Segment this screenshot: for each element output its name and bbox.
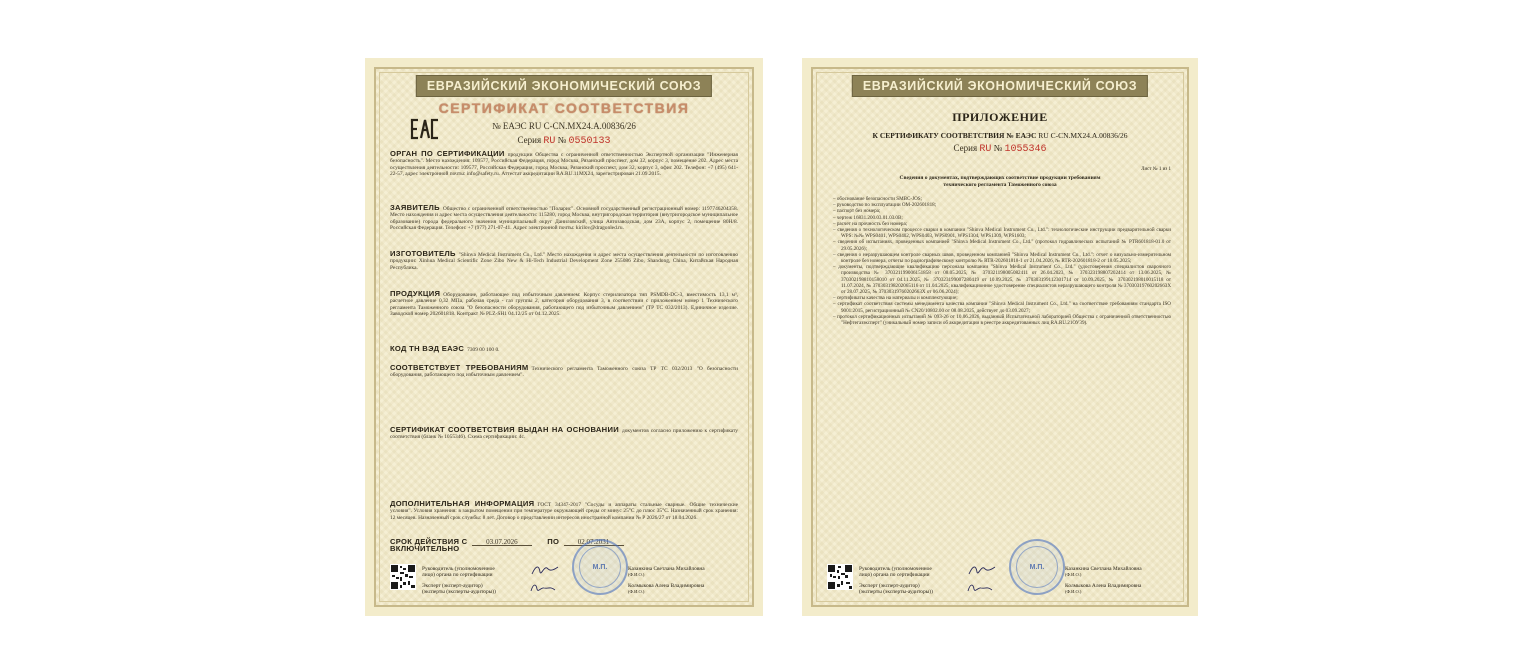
list-item: – протокол сертификационных испытаний № 093-26 от 10.06.2026, выданный Испытательной лабораторией Общества с ограниченной ответственностью "Нефтегазэксперт" (уникальный номер записи об аккредитации в реестре аккредитованных лиц RA.RU.21ОУ39). [833, 314, 1171, 326]
list-item: – чертеж 16831.200.03.01.03.0В; [833, 215, 1171, 221]
validity-from: 03.07.2026 [472, 539, 532, 546]
section-manufacturer: ИЗГОТОВИТЕЛЬ "Shinva Medical Instrument Co., Ltd." Место нахождения и адрес места осуществления деятельности по изготовлению продукции: Xinhua Medical Scientific Zone Zibo New & Hi-Tech Industrial Development Zone 255086 Zibo, Shandong, China, Китайская Народная Республика. [390, 249, 738, 271]
series-number: 1055346 [1004, 144, 1047, 155]
seal-stamp-icon: М.П. [572, 539, 628, 595]
list-item: – руководство по эксплуатации ОМ-202601818; [833, 202, 1171, 208]
head-label: Руководитель (уполномоченное лицо) органа по сертификации [859, 566, 932, 578]
section-applicant: ЗАЯВИТЕЛЬ Общество с ограниченной ответственностью "Поларис". Основной государственный регистрационный номер: 1197746204358. Место нахождения и адрес места осуществления деятельности: 115280, город Москва, внутригородская территория (внутригородское муниципальное образование) города федерального значения муниципальный округ Даниловский, улица Автозаводская, дом 23А, корпус 2, помещение 80Н/8. Российская Федерация. Телефон: +7 (977) 271-07-41. Адрес электронной почты: kirilov@dragonled.ru. [390, 203, 738, 232]
expert-label: Эксперт (эксперт-аудитор) (эксперты (эксперты-аудиторы)) [422, 583, 496, 595]
list-item: – сертификат соответствия системы менеджмента качества компании "Shinva Medical Instrument Co., Ltd." на соответствие требованиям стандарта ISO 9001:2015, регистрационный № CN20/10802.00 от 08.08.2025, действует до 03.09.2027; [833, 301, 1171, 313]
head-name: Казанкина Светлана Михайловна (Ф.И.О.) [1065, 566, 1142, 577]
qr-code-icon [390, 564, 416, 590]
series-number: 0550133 [568, 136, 611, 147]
section-requirements: СООТВЕТСТВУЕТ ТРЕБОВАНИЯМ Технического регламента Таможенного союза ТР ТС 032/2013 "О безопасности оборудования, работающего под избыточным давлением". [390, 363, 738, 379]
list-item: – сертификаты качества на материалы и комплектующие; [833, 295, 1171, 301]
list-item: – обоснование безопасности SMBC-JOS; [833, 196, 1171, 202]
list-item: – сведения о неразрушающем контроле сварных швов, проведенном компанией "Shinva Medical Instrument Co., Ltd.": отчет о визуально-измерительном контроле без номера, отчеты по радиографическому контролю № RTR-202601818-1 от 21.04.2026, № RTR-202601818-2 от 18.05.2025; [833, 252, 1171, 264]
series-code: RU [543, 136, 556, 147]
union-banner: ЕВРАЗИЙСКИЙ ЭКОНОМИЧЕСКИЙ СОЮЗ [852, 75, 1148, 97]
expert-name: Колмыкова Алена Владимировна (Ф.И.О.) [1065, 583, 1142, 594]
certificate-document [365, 58, 763, 616]
certificate-frame [374, 67, 754, 607]
section-basis: СЕРТИФИКАТ СООТВЕТСТВИЯ ВЫДАН НА ОСНОВАНИИ документов согласно приложению к сертификату соответствия (бланк № 1055346). Схема сертификации: 4с. [390, 425, 738, 441]
list-item: – сведения об испытаниях, проведенных компанией "Shinva Medical Instrument Co., Ltd." (протокол гидравлических испытаний № PTR601818-01.0 от 29.05.2026); [833, 239, 1171, 251]
annex-title: ПРИЛОЖЕНИЕ [952, 110, 1048, 124]
section-organ: ОРГАН ПО СЕРТИФИКАЦИИ продукции Общества с ограниченной ответственностью Экспертной организации "Инженерная безопасность". Место нахождения: 109577, Российская Федерация, город Москва, Рязанский проспект, дом 32, корпус 3, помещение 202. Адрес места осуществления деятельности: 109577, Российская Федерация, город Москва, Рязанский проспект, дом 32, корпус 3, офис 202. Телефон: +7 (495) 641-22-57, адрес электронной почты: info@safety.ru. Аттестат аккредитации RA.RU.11МХ24, зарегистрирован 21.09.2015. [390, 149, 739, 178]
certificate-title: СЕРТИФИКАТ СООТВЕТСТВИЯ [438, 100, 690, 116]
series-line: Серия RU № 1055346 [953, 143, 1047, 155]
list-item: – документы, подтверждающие квалификацию персонала компании "Shinva Medical Instrument Co., Ltd." (удостоверения специалистов сварочного производства № 370321199006151858 от 08.05.2025, № 370321198005082411 от 26.04.2023, № 370323198807202414 от 13.06.2025, № 370302198810158010 от 04.11.2025, № 370323199007280419 от 10.09.2025, № 370303199112301714 от 10.09.2025, № 370302198010015118 от 11.07.2024, № 370303198202065116 от 11.04.2025; квалификационное удостоверение специалистов неразрушающего контроля № 37030319760202663X от 28.07.2025, № 37030319760202663X от 06.06.2024); [833, 264, 1171, 295]
annex-heading: Сведения о документах, подтверждающих соответствие продукции требованиям технического регламента Таможенного союза [899, 175, 1101, 188]
section-product: ПРОДУКЦИЯ Оборудование, работающее под избыточным давлением: Корпус стерилизатора тип PSMDB-DC-3, вместимость 13,1 м³, расчетное давление 0,32 МПа, рабочая среда - газ группы 2, категория оборудования 3, в соответствии с приложением номер 1 Технического регламента Таможенного союза "О безопасности оборудования, работающего под избыточным давлением" (ТР ТС 032/2013). Единичное изделие. Заводской номер 202601818. Контракт № PLZ-SH1 04.12/25 от 04.12.2025. [390, 289, 738, 318]
list-item: – расчет на прочность без номера; [833, 221, 1171, 227]
qr-code-icon [827, 564, 853, 590]
expert-label: Эксперт (эксперт-аудитор) (эксперты (эксперты-аудиторы)) [859, 583, 933, 595]
head-signature-icon [967, 563, 997, 577]
expert-signature-icon [528, 581, 558, 595]
expert-signature-icon [965, 581, 995, 595]
annex-subtitle: К СЕРТИФИКАТУ СООТВЕТСТВИЯ № ЕАЭС RU С-CN.МХ24.А.00836/26 [872, 131, 1128, 140]
union-banner: ЕВРАЗИЙСКИЙ ЭКОНОМИЧЕСКИЙ СОЮЗ [416, 75, 712, 97]
list-item: – сведения о технологическом процессе сварки в компании "Shinva Medical Instrument Co., Ltd.": технологические инструкции предварительной сварки WPS: №№ WPS0401, WPS0402, WPS0403, WPS0901, WPS1304, WPS1309, WPS1603; [833, 227, 1171, 239]
head-signature-icon [530, 563, 560, 577]
registration-number: RU С-CN.МХ24.А.00836/26 [528, 121, 636, 131]
head-label: Руководитель (уполномоченное лицо) органа по сертификации [422, 566, 495, 578]
list-item: – паспорт без номера; [833, 208, 1171, 214]
registration-line: № ЕАЭС RU С-CN.МХ24.А.00836/26 [492, 121, 636, 131]
section-tnved: КОД ТН ВЭД ЕАЭС 7309 00 100 0. [390, 344, 500, 353]
annex-frame [811, 67, 1189, 607]
documents-list [833, 196, 1171, 326]
validity-to: 02.07.2031 [564, 539, 624, 546]
expert-name: Колмыкова Алена Владимировна (Ф.И.О.) [628, 583, 705, 594]
head-name: Казанкина Светлана Михайловна (Ф.И.О.) [628, 566, 705, 577]
section-additional: ДОПОЛНИТЕЛЬНАЯ ИНФОРМАЦИЯ ГОСТ 34347-2017 "Сосуды и аппараты стальные сварные. Общие технические условия". Условия хранения: в закрытом помещении при температуре окружающей среды от минус 25°С до плюс 35°С. Назначенный срок хранения: 12 месяцев. Назначенный срок службы: 8 лет. Договор о представлении интересов иностранной компании № Р 2026/27 от 18.04.2026. [390, 499, 738, 521]
section-validity: СРОК ДЕЙСТВИЯ С 03.07.2026 ПО 02.07.2031 ВКЛЮЧИТЕЛЬНО [390, 539, 738, 554]
annex-document [802, 58, 1198, 616]
sheet-number: Лист № 1 из 1 [1141, 167, 1171, 172]
series-code: RU [979, 144, 992, 155]
series-line: Серия RU № 0550133 [517, 135, 611, 147]
seal-stamp-icon: М.П. [1009, 539, 1065, 595]
